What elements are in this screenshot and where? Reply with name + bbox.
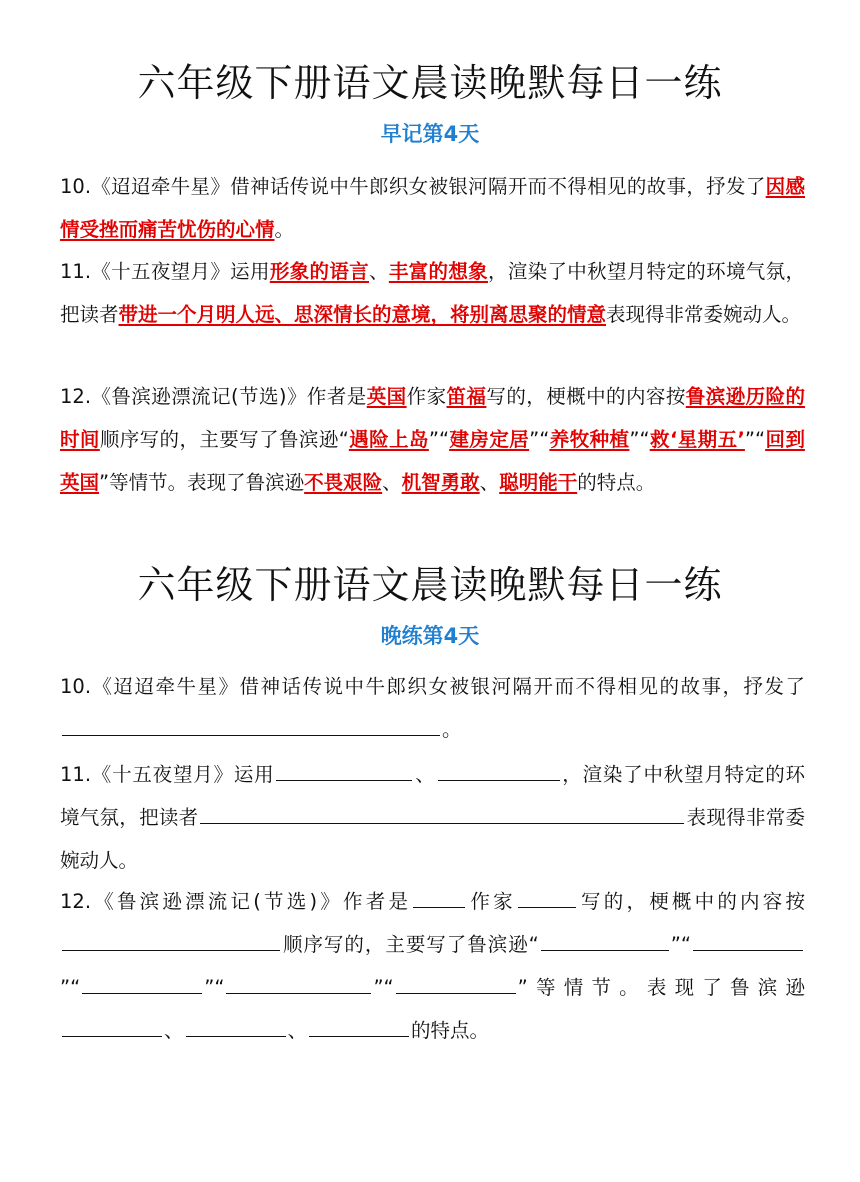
morning-title: 六年级下册语文晨读晚默每日一练	[137, 61, 723, 105]
answer: 建房定居	[449, 428, 530, 451]
question-text: 表现得非常委婉动人。	[606, 303, 802, 326]
answer: 带进一个月明人远、思深情长的意境，将别离思聚的情意	[118, 303, 607, 326]
evening-question-12	[60, 880, 805, 1052]
question-text: 。	[442, 718, 462, 741]
question-text: 、	[479, 471, 500, 494]
question-text: 、	[368, 260, 389, 283]
answer: 英国	[366, 385, 407, 408]
question-text: 表现得非常委婉动人。	[60, 806, 805, 872]
answer-blank[interactable]	[200, 801, 684, 824]
question-text: ”“	[529, 428, 550, 451]
answer-blank[interactable]	[62, 1014, 162, 1037]
question-text: 的特点。	[411, 1019, 490, 1042]
question-text: 11.《十五夜望月》运用	[60, 260, 270, 283]
morning-question-12	[60, 375, 805, 504]
question-text: ”“	[744, 428, 766, 451]
question-text: ”“	[373, 976, 394, 999]
answer-blank[interactable]	[82, 971, 202, 994]
question-text: ”“	[629, 428, 650, 451]
question-text: 顺序写的，主要写了鲁滨逊“	[99, 428, 349, 451]
answer: 机智勇敢	[401, 471, 480, 494]
question-text: 的特点。	[577, 471, 656, 494]
answer-blank[interactable]	[518, 885, 576, 908]
question-text: ，渲染了中秋望月特定的环境气氛，把读者	[60, 763, 805, 829]
evening-question-11	[60, 753, 805, 882]
question-text: ”“	[670, 933, 691, 956]
answer: 丰富的想象	[388, 260, 488, 283]
question-text: 、	[414, 763, 436, 786]
question-text: 、	[164, 1019, 184, 1042]
evening-question-10	[60, 665, 805, 751]
answer-blank[interactable]	[693, 928, 803, 951]
question-text: ”“	[60, 976, 81, 999]
question-text: 11.《十五夜望月》运用	[60, 763, 275, 786]
answer-blank[interactable]	[186, 1014, 286, 1037]
question-text: 。	[274, 218, 295, 241]
question-text: ”“	[204, 976, 225, 999]
answer-blank[interactable]	[396, 971, 516, 994]
question-text: 写的，梗概中的内容按	[486, 385, 686, 408]
answer-blank[interactable]	[438, 758, 560, 781]
morning-subtitle: 早记第4天	[380, 122, 480, 146]
question-text: 写的，梗概中的内容按	[577, 890, 805, 913]
answer: 不畏艰险	[304, 471, 383, 494]
answer: 鲁滨逊历险的时间	[60, 385, 805, 451]
question-text: 作家	[406, 385, 447, 408]
question-text: ”“	[428, 428, 450, 451]
answer: 养牧种植	[549, 428, 630, 451]
morning-question-11	[60, 250, 805, 336]
question-text: 10.《迢迢牵牛星》借神话传说中牛郎织女被银河隔开而不得相见的故事，抒发了	[60, 175, 766, 198]
answer-blank[interactable]	[541, 928, 669, 951]
question-text: 、	[287, 1019, 308, 1042]
morning-question-10	[60, 165, 805, 251]
answer-blank[interactable]	[62, 928, 280, 951]
answer-blank[interactable]	[309, 1014, 409, 1037]
answer: 回到英国	[60, 428, 805, 494]
question-text: 12.《鲁滨逊漂流记(节选)》作者是	[60, 890, 412, 913]
question-text: 作家	[467, 890, 516, 913]
answer: 形象的语言	[269, 260, 369, 283]
answer-blank[interactable]	[62, 713, 440, 736]
answer: 因感情受挫而痛苦忧伤的心情	[60, 175, 805, 241]
question-text: 、	[382, 471, 402, 494]
answer-blank[interactable]	[276, 758, 412, 781]
question-text: 10.《迢迢牵牛星》借神话传说中牛郎织女被银河隔开而不得相见的故事，抒发了	[60, 675, 805, 698]
answer: 笛福	[446, 385, 487, 408]
question-text: ”等情节。表现了鲁滨逊	[99, 471, 305, 494]
question-text: ，渲染了中秋望月特定的环境气氛，把读者	[60, 260, 805, 326]
evening-title: 六年级下册语文晨读晚默每日一练	[137, 563, 723, 607]
answer: 聪明能干	[499, 471, 578, 494]
answer: 遇险上岛	[348, 428, 429, 451]
question-text: 12.《鲁滨逊漂流记(节选)》作者是	[60, 385, 367, 408]
answer-blank[interactable]	[226, 971, 371, 994]
question-text: 顺序写的，主要写了鲁滨逊“	[282, 933, 539, 956]
evening-subtitle: 晚练第4天	[380, 624, 480, 648]
question-text: ”等情节。表现了鲁滨逊	[517, 976, 805, 999]
answer-blank[interactable]	[413, 885, 465, 908]
answer: 救‘星期五’	[649, 428, 745, 451]
